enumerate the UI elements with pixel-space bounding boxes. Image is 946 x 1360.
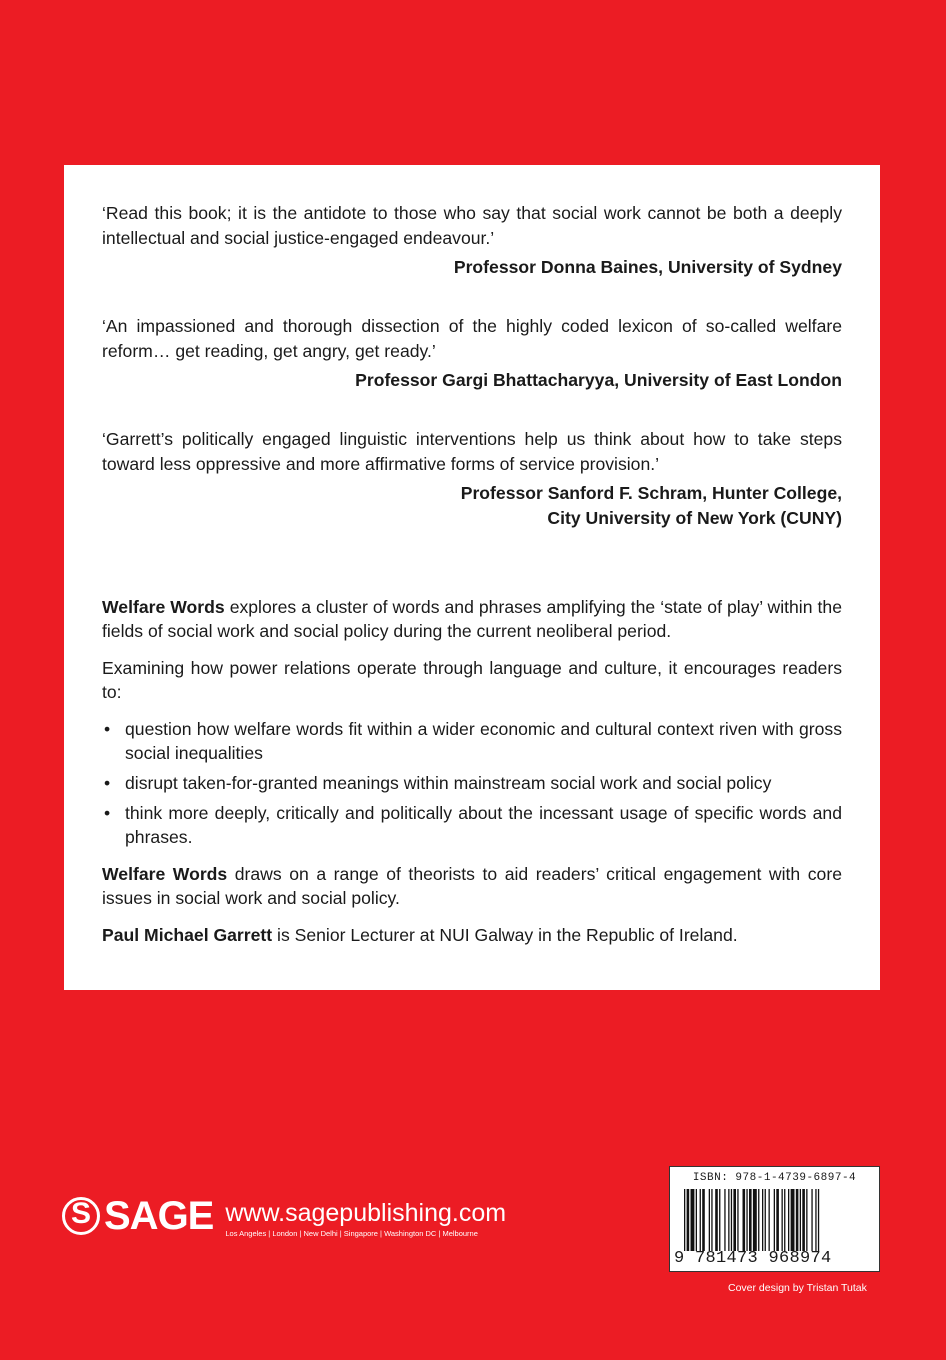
barcode-bar [758, 1189, 759, 1251]
barcode-bar [815, 1189, 816, 1251]
barcode-bar [749, 1189, 752, 1251]
author-name: Paul Michael Garrett [102, 925, 273, 945]
isbn-barcode [669, 1166, 880, 1272]
barcode-bar [818, 1189, 819, 1251]
publisher-cities: Los Angeles | London | New Delhi | Singapore | Washington DC | Melbourne [225, 1229, 478, 1238]
quote-attribution [102, 481, 842, 531]
quote-text: ‘Garrett’s politically engaged linguistic interventions help us think about how to take steps toward less oppressive and more affirmative forms of service provision.’ [102, 429, 842, 474]
list-item: • question how welfare words fit within a wider economic and cultural context riven with gross social inequalities [102, 717, 842, 765]
barcode-bar [784, 1189, 785, 1251]
endorsement-quote [102, 314, 842, 393]
barcode-bar [765, 1189, 766, 1251]
barcode-bar [800, 1189, 801, 1251]
barcode-bars [684, 1189, 874, 1251]
bullet-list [102, 717, 842, 849]
paragraph-text: is Senior Lecturer at NUI Galway in the Republic of Ireland. [272, 925, 738, 945]
quote-attribution [102, 255, 842, 280]
description-paragraph [102, 595, 842, 643]
barcode-bar [776, 1189, 779, 1251]
barcode-bar [802, 1189, 805, 1251]
barcode-bar [715, 1189, 718, 1251]
barcode-bar [791, 1189, 795, 1251]
publisher-url[interactable]: www.sagepublishing.com [225, 1199, 507, 1227]
paragraph-text: draws on a range of theorists to aid readers’ critical engagement with core issues in social work and social policy. [102, 864, 842, 908]
barcode-bar [702, 1189, 705, 1251]
attribution-line: City University of New York (CUNY) [547, 508, 842, 528]
author-bio [102, 923, 842, 947]
barcode-bar [724, 1189, 725, 1251]
quote-attribution [102, 368, 842, 393]
barcode-bar [709, 1189, 710, 1251]
cover-design-credit: Cover design by Tristan Tutak [728, 1282, 867, 1294]
barcode-bar [762, 1189, 763, 1251]
description-paragraph: Examining how power relations operate through language and culture, it encourages readers to: [102, 658, 842, 702]
attribution-line: Professor Sanford F. Schram, Hunter College, [460, 483, 842, 503]
barcode-bar [769, 1189, 770, 1251]
barcode-bar [684, 1189, 685, 1251]
barcode-bar [774, 1189, 775, 1251]
barcode-bar [700, 1189, 701, 1251]
quote-text: ‘An impassioned and thorough dissection of the highly coded lexicon of so-called welfare reform… get reading, get angry, get ready.’ [102, 316, 842, 361]
barcode-bar [728, 1189, 729, 1251]
barcode-digits: 9 781473 968974 [674, 1249, 832, 1268]
publisher-block [62, 1196, 506, 1239]
barcode-bar [719, 1189, 720, 1251]
list-item: • disrupt taken-for-granted meanings within mainstream social work and social policy [102, 771, 842, 795]
barcode-bar [753, 1189, 757, 1251]
sage-logo [62, 1196, 213, 1236]
barcode-bar [746, 1189, 747, 1251]
barcode-bar [711, 1189, 712, 1251]
list-item: • think more deeply, critically and politically about the incessant usage of specific words and phrases. [102, 801, 842, 849]
barcode-bar [696, 1189, 697, 1251]
barcode-bar [733, 1189, 736, 1251]
book-description [102, 595, 842, 960]
barcode-bar [687, 1189, 690, 1251]
book-title-bold: Welfare Words [102, 864, 228, 884]
barcode-bar [743, 1189, 746, 1251]
barcode-bar [691, 1189, 695, 1251]
quote-text: ‘Read this book; it is the antidote to those who say that social work cannot be both a deeply intellectual and social justice-engaged endeavour.’ [102, 203, 842, 248]
endorsement-quote [102, 427, 842, 531]
barcode-bar [788, 1189, 789, 1251]
attribution-line: Professor Donna Baines, University of Sydney [453, 257, 842, 277]
barcode-bar [806, 1189, 807, 1251]
blurb-panel [64, 165, 880, 990]
description-paragraph [102, 862, 842, 910]
barcode-bar [737, 1189, 738, 1251]
paragraph-text: explores a cluster of words and phrases amplifying the ‘state of play’ within the fields of social work and social policy during the current neoliberal period. [102, 597, 842, 641]
barcode-bar [782, 1189, 783, 1251]
sage-emblem-icon [62, 1197, 100, 1235]
endorsement-quote [102, 201, 842, 280]
barcode-bar [731, 1189, 732, 1251]
book-title-bold: Welfare Words [102, 597, 225, 617]
barcode-bar [796, 1189, 799, 1251]
barcode-bar [811, 1189, 812, 1251]
publisher-name: SAGE [104, 1194, 214, 1238]
isbn-label: ISBN: 978-1-4739-6897-4 [692, 1172, 857, 1184]
attribution-line: Professor Gargi Bhattacharyya, University of East London [355, 370, 842, 390]
